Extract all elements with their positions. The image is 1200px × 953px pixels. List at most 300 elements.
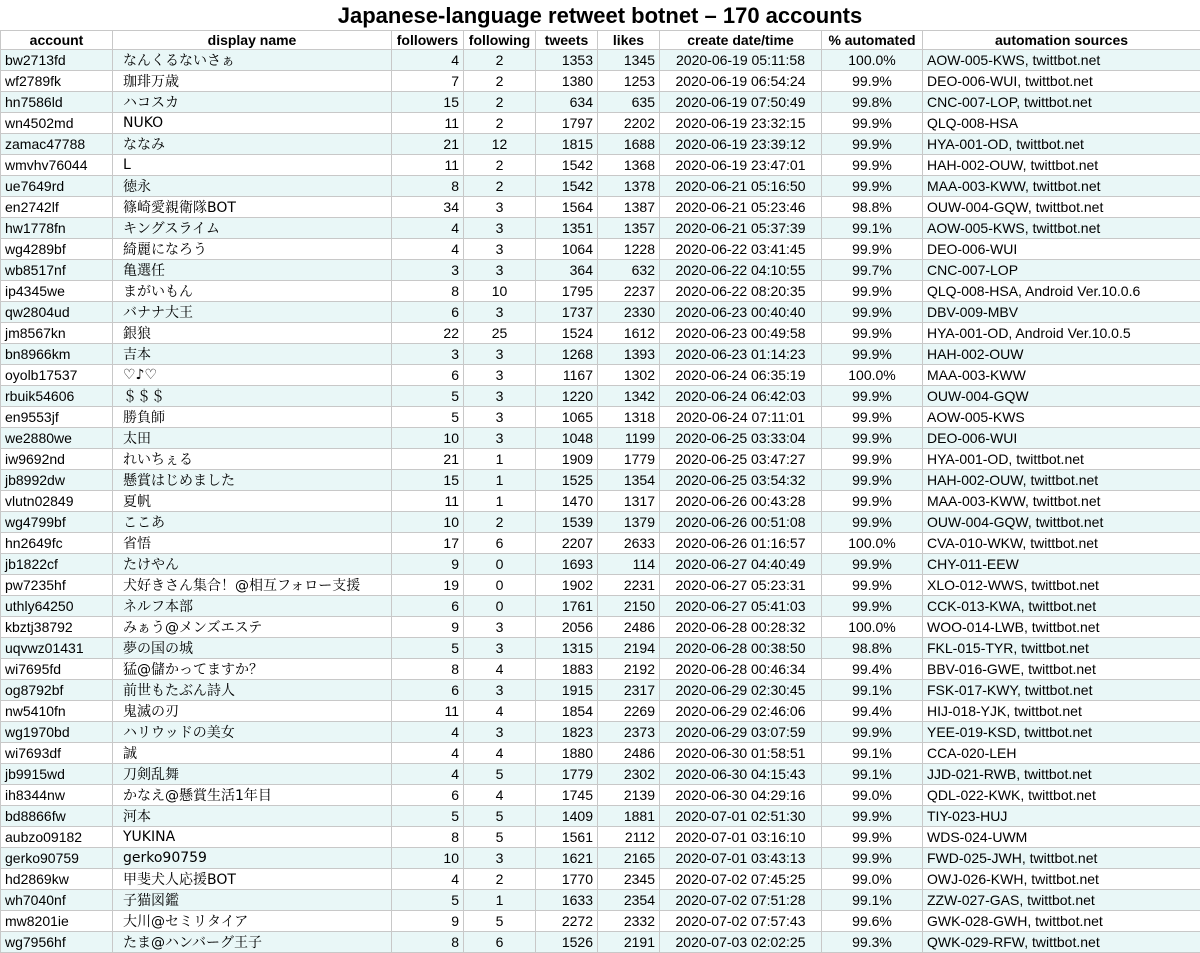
cell-display-name: たま@ハンバーグ王子: [113, 932, 392, 953]
cell-likes: 2486: [598, 617, 660, 638]
cell-followers: 8: [392, 932, 464, 953]
cell-automation-sources: ZZW-027-GAS, twittbot.net: [923, 890, 1200, 911]
cell-following: 3: [464, 386, 536, 407]
cell-tweets: 1220: [536, 386, 598, 407]
cell-account: wn4502md: [1, 113, 113, 134]
cell-following: 5: [464, 827, 536, 848]
cell-percent-automated: 99.9%: [822, 134, 923, 155]
cell-tweets: 1693: [536, 554, 598, 575]
cell-percent-automated: 99.9%: [822, 428, 923, 449]
cell-percent-automated: 99.9%: [822, 848, 923, 869]
cell-following: 1: [464, 491, 536, 512]
table-row: [1, 239, 1200, 260]
cell-following: 3: [464, 407, 536, 428]
cell-create-date: 2020-07-01 03:43:13: [660, 848, 822, 869]
cell-followers: 15: [392, 92, 464, 113]
cell-following: 4: [464, 701, 536, 722]
cell-percent-automated: 100.0%: [822, 617, 923, 638]
cell-automation-sources: MAA-003-KWW, twittbot.net: [923, 491, 1200, 512]
cell-following: 2: [464, 512, 536, 533]
cell-followers: 22: [392, 323, 464, 344]
cell-percent-automated: 99.9%: [822, 827, 923, 848]
cell-likes: 2317: [598, 680, 660, 701]
cell-followers: 11: [392, 113, 464, 134]
table-row: [1, 365, 1200, 386]
cell-likes: 1779: [598, 449, 660, 470]
cell-tweets: 1564: [536, 197, 598, 218]
cell-create-date: 2020-07-01 02:51:30: [660, 806, 822, 827]
cell-automation-sources: DEO-006-WUI, twittbot.net: [923, 71, 1200, 92]
cell-automation-sources: MAA-003-KWW: [923, 365, 1200, 386]
cell-followers: 4: [392, 869, 464, 890]
cell-display-name: 犬好きさん集合！@相互フォロー支援: [113, 575, 392, 596]
cell-likes: 1342: [598, 386, 660, 407]
cell-account: og8792bf: [1, 680, 113, 701]
cell-followers: 11: [392, 155, 464, 176]
cell-automation-sources: FWD-025-JWH, twittbot.net: [923, 848, 1200, 869]
cell-tweets: 1380: [536, 71, 598, 92]
table-row: [1, 491, 1200, 512]
cell-automation-sources: QLQ-008-HSA, Android Ver.10.0.6: [923, 281, 1200, 302]
table-row: [1, 806, 1200, 827]
cell-create-date: 2020-06-23 00:49:58: [660, 323, 822, 344]
table-row: [1, 449, 1200, 470]
cell-percent-automated: 99.9%: [822, 71, 923, 92]
table-row: [1, 134, 1200, 155]
cell-followers: 8: [392, 827, 464, 848]
cell-display-name: ななみ: [113, 134, 392, 155]
cell-likes: 2330: [598, 302, 660, 323]
cell-create-date: 2020-06-29 02:46:06: [660, 701, 822, 722]
cell-automation-sources: CCK-013-KWA, twittbot.net: [923, 596, 1200, 617]
table-row: [1, 785, 1200, 806]
cell-account: qw2804ud: [1, 302, 113, 323]
cell-display-name: ここあ: [113, 512, 392, 533]
cell-likes: 1368: [598, 155, 660, 176]
cell-percent-automated: 100.0%: [822, 365, 923, 386]
cell-account: wb8517nf: [1, 260, 113, 281]
cell-automation-sources: HAH-002-OUW: [923, 344, 1200, 365]
cell-automation-sources: CCA-020-LEH: [923, 743, 1200, 764]
cell-tweets: 1353: [536, 50, 598, 71]
cell-tweets: 1542: [536, 155, 598, 176]
cell-automation-sources: BBV-016-GWE, twittbot.net: [923, 659, 1200, 680]
cell-display-name: 猛@儲かってますか？: [113, 659, 392, 680]
cell-followers: 3: [392, 260, 464, 281]
cell-following: 12: [464, 134, 536, 155]
cell-display-name: 徳永: [113, 176, 392, 197]
cell-percent-automated: 99.9%: [822, 344, 923, 365]
cell-create-date: 2020-06-19 07:50:49: [660, 92, 822, 113]
cell-account: wg1970bd: [1, 722, 113, 743]
cell-tweets: 1902: [536, 575, 598, 596]
cell-display-name: 篠崎愛親衛隊BOT: [113, 197, 392, 218]
cell-account: jb1822cf: [1, 554, 113, 575]
cell-display-name: 鬼滅の刃: [113, 701, 392, 722]
cell-percent-automated: 99.1%: [822, 743, 923, 764]
cell-percent-automated: 99.1%: [822, 218, 923, 239]
cell-followers: 5: [392, 638, 464, 659]
cell-create-date: 2020-06-30 04:29:16: [660, 785, 822, 806]
cell-following: 2: [464, 71, 536, 92]
cell-display-name: 太田: [113, 428, 392, 449]
cell-account: bn8966km: [1, 344, 113, 365]
table-row: [1, 71, 1200, 92]
cell-create-date: 2020-06-28 00:28:32: [660, 617, 822, 638]
cell-tweets: 1524: [536, 323, 598, 344]
cell-display-name: れいちぇる: [113, 449, 392, 470]
cell-following: 2: [464, 176, 536, 197]
cell-display-name: バナナ大王: [113, 302, 392, 323]
cell-followers: 11: [392, 701, 464, 722]
cell-create-date: 2020-06-25 03:47:27: [660, 449, 822, 470]
cell-percent-automated: 99.9%: [822, 281, 923, 302]
cell-create-date: 2020-06-25 03:33:04: [660, 428, 822, 449]
cell-followers: 5: [392, 890, 464, 911]
cell-display-name: 夢の国の城: [113, 638, 392, 659]
cell-following: 5: [464, 764, 536, 785]
cell-percent-automated: 99.9%: [822, 806, 923, 827]
table-row: [1, 701, 1200, 722]
cell-tweets: 1737: [536, 302, 598, 323]
table-row: [1, 596, 1200, 617]
cell-create-date: 2020-06-19 23:32:15: [660, 113, 822, 134]
table-row: [1, 764, 1200, 785]
cell-followers: 10: [392, 848, 464, 869]
cell-display-name: ハリウッドの美女: [113, 722, 392, 743]
cell-percent-automated: 99.4%: [822, 701, 923, 722]
cell-create-date: 2020-06-28 00:38:50: [660, 638, 822, 659]
cell-automation-sources: OUW-004-GQW: [923, 386, 1200, 407]
cell-tweets: 1268: [536, 344, 598, 365]
cell-likes: 1317: [598, 491, 660, 512]
cell-create-date: 2020-06-24 06:35:19: [660, 365, 822, 386]
cell-percent-automated: 100.0%: [822, 50, 923, 71]
cell-automation-sources: OUW-004-GQW, twittbot.net: [923, 512, 1200, 533]
cell-automation-sources: FSK-017-KWY, twittbot.net: [923, 680, 1200, 701]
cell-percent-automated: 99.9%: [822, 239, 923, 260]
cell-followers: 19: [392, 575, 464, 596]
cell-following: 25: [464, 323, 536, 344]
cell-following: 1: [464, 449, 536, 470]
table-row: [1, 302, 1200, 323]
cell-following: 4: [464, 785, 536, 806]
cell-account: ue7649rd: [1, 176, 113, 197]
cell-display-name: みぁう@メンズエステ: [113, 617, 392, 638]
cell-percent-automated: 99.4%: [822, 659, 923, 680]
col-header-percent-automated: % automated: [822, 31, 923, 50]
cell-display-name: ハコスカ: [113, 92, 392, 113]
cell-display-name: NUKO: [113, 113, 392, 134]
cell-followers: 5: [392, 386, 464, 407]
cell-following: 3: [464, 722, 536, 743]
cell-display-name: YUKINA: [113, 827, 392, 848]
cell-automation-sources: HYA-001-OD, twittbot.net: [923, 134, 1200, 155]
table-row: [1, 323, 1200, 344]
cell-likes: 1228: [598, 239, 660, 260]
cell-following: 2: [464, 155, 536, 176]
cell-tweets: 1883: [536, 659, 598, 680]
cell-display-name: 子猫図鑑: [113, 890, 392, 911]
cell-automation-sources: OUW-004-GQW, twittbot.net: [923, 197, 1200, 218]
cell-tweets: 1167: [536, 365, 598, 386]
cell-tweets: 364: [536, 260, 598, 281]
cell-tweets: 1539: [536, 512, 598, 533]
col-header-create-date: create date/time: [660, 31, 822, 50]
cell-followers: 4: [392, 743, 464, 764]
cell-tweets: 1909: [536, 449, 598, 470]
cell-following: 3: [464, 848, 536, 869]
cell-following: 4: [464, 743, 536, 764]
cell-tweets: 1795: [536, 281, 598, 302]
table-row: [1, 281, 1200, 302]
cell-following: 10: [464, 281, 536, 302]
cell-tweets: 1409: [536, 806, 598, 827]
cell-likes: 2486: [598, 743, 660, 764]
cell-tweets: 1542: [536, 176, 598, 197]
cell-percent-automated: 99.1%: [822, 764, 923, 785]
table-row: [1, 848, 1200, 869]
cell-account: uqvwz01431: [1, 638, 113, 659]
cell-followers: 9: [392, 911, 464, 932]
cell-followers: 5: [392, 407, 464, 428]
cell-automation-sources: QLQ-008-HSA: [923, 113, 1200, 134]
cell-account: pw7235hf: [1, 575, 113, 596]
cell-likes: 2191: [598, 932, 660, 953]
cell-percent-automated: 99.9%: [822, 176, 923, 197]
cell-automation-sources: QWK-029-RFW, twittbot.net: [923, 932, 1200, 953]
cell-likes: 1393: [598, 344, 660, 365]
table-row: [1, 407, 1200, 428]
table-row: [1, 554, 1200, 575]
cell-tweets: 1315: [536, 638, 598, 659]
cell-account: wg4289bf: [1, 239, 113, 260]
cell-account: ih8344nw: [1, 785, 113, 806]
cell-likes: 2165: [598, 848, 660, 869]
cell-automation-sources: AOW-005-KWS: [923, 407, 1200, 428]
cell-account: bd8866fw: [1, 806, 113, 827]
cell-percent-automated: 99.9%: [822, 596, 923, 617]
col-header-likes: likes: [598, 31, 660, 50]
cell-following: 2: [464, 92, 536, 113]
cell-display-name: 河本: [113, 806, 392, 827]
cell-display-name: 亀選任: [113, 260, 392, 281]
cell-percent-automated: 99.9%: [822, 512, 923, 533]
cell-following: 2: [464, 50, 536, 71]
cell-create-date: 2020-06-19 05:11:58: [660, 50, 822, 71]
cell-create-date: 2020-07-01 03:16:10: [660, 827, 822, 848]
cell-create-date: 2020-07-02 07:57:43: [660, 911, 822, 932]
cell-automation-sources: GWK-028-GWH, twittbot.net: [923, 911, 1200, 932]
cell-likes: 1379: [598, 512, 660, 533]
cell-automation-sources: JJD-021-RWB, twittbot.net: [923, 764, 1200, 785]
cell-create-date: 2020-06-30 01:58:51: [660, 743, 822, 764]
table-row: [1, 92, 1200, 113]
cell-followers: 4: [392, 218, 464, 239]
cell-tweets: 1761: [536, 596, 598, 617]
cell-account: hw1778fn: [1, 218, 113, 239]
table-row: [1, 638, 1200, 659]
cell-percent-automated: 99.9%: [822, 113, 923, 134]
page-title: Japanese-language retweet botnet – 170 accounts: [0, 0, 1200, 30]
cell-display-name: 珈琲万歳: [113, 71, 392, 92]
cell-automation-sources: HAH-002-OUW, twittbot.net: [923, 470, 1200, 491]
col-header-automation-sources: automation sources: [923, 31, 1200, 50]
cell-create-date: 2020-06-26 00:51:08: [660, 512, 822, 533]
cell-likes: 2332: [598, 911, 660, 932]
cell-create-date: 2020-06-25 03:54:32: [660, 470, 822, 491]
cell-followers: 8: [392, 281, 464, 302]
cell-followers: 21: [392, 134, 464, 155]
table-row: [1, 512, 1200, 533]
cell-percent-automated: 100.0%: [822, 533, 923, 554]
cell-create-date: 2020-06-19 06:54:24: [660, 71, 822, 92]
cell-likes: 1387: [598, 197, 660, 218]
cell-create-date: 2020-06-30 04:15:43: [660, 764, 822, 785]
cell-account: jm8567kn: [1, 323, 113, 344]
table-row: [1, 533, 1200, 554]
cell-likes: 1881: [598, 806, 660, 827]
cell-following: 3: [464, 344, 536, 365]
cell-display-name: 勝負師: [113, 407, 392, 428]
cell-likes: 114: [598, 554, 660, 575]
cell-tweets: 1525: [536, 470, 598, 491]
accounts-table: [0, 30, 1200, 953]
table-row: [1, 932, 1200, 953]
cell-account: nw5410fn: [1, 701, 113, 722]
cell-likes: 2373: [598, 722, 660, 743]
cell-likes: 632: [598, 260, 660, 281]
cell-display-name: 前世もたぶん詩人: [113, 680, 392, 701]
cell-tweets: 1770: [536, 869, 598, 890]
cell-likes: 1354: [598, 470, 660, 491]
cell-percent-automated: 99.3%: [822, 932, 923, 953]
cell-percent-automated: 99.1%: [822, 890, 923, 911]
cell-create-date: 2020-06-21 05:23:46: [660, 197, 822, 218]
cell-display-name: ♡♪♡: [113, 365, 392, 386]
col-header-following: following: [464, 31, 536, 50]
cell-percent-automated: 99.9%: [822, 155, 923, 176]
cell-account: hn2649fc: [1, 533, 113, 554]
cell-create-date: 2020-06-28 00:46:34: [660, 659, 822, 680]
cell-automation-sources: HYA-001-OD, twittbot.net: [923, 449, 1200, 470]
cell-tweets: 634: [536, 92, 598, 113]
cell-likes: 1688: [598, 134, 660, 155]
cell-display-name: L: [113, 155, 392, 176]
cell-display-name: キングスライム: [113, 218, 392, 239]
cell-followers: 7: [392, 71, 464, 92]
cell-followers: 9: [392, 617, 464, 638]
cell-followers: 10: [392, 428, 464, 449]
table-row: [1, 218, 1200, 239]
cell-account: wmvhv76044: [1, 155, 113, 176]
cell-create-date: 2020-06-27 05:23:31: [660, 575, 822, 596]
cell-tweets: 1745: [536, 785, 598, 806]
cell-automation-sources: WDS-024-UWM: [923, 827, 1200, 848]
cell-following: 0: [464, 596, 536, 617]
cell-following: 3: [464, 218, 536, 239]
cell-display-name: 吉本: [113, 344, 392, 365]
cell-likes: 2354: [598, 890, 660, 911]
cell-create-date: 2020-06-29 02:30:45: [660, 680, 822, 701]
cell-account: gerko90759: [1, 848, 113, 869]
cell-tweets: 1561: [536, 827, 598, 848]
cell-account: oyolb17537: [1, 365, 113, 386]
cell-likes: 1612: [598, 323, 660, 344]
cell-display-name: たけやん: [113, 554, 392, 575]
cell-followers: 6: [392, 680, 464, 701]
cell-automation-sources: AOW-005-KWS, twittbot.net: [923, 50, 1200, 71]
cell-followers: 8: [392, 659, 464, 680]
cell-percent-automated: 99.9%: [822, 470, 923, 491]
cell-account: wi7693df: [1, 743, 113, 764]
cell-percent-automated: 98.8%: [822, 638, 923, 659]
cell-following: 6: [464, 533, 536, 554]
cell-display-name: 銀狼: [113, 323, 392, 344]
cell-create-date: 2020-06-19 23:39:12: [660, 134, 822, 155]
cell-automation-sources: HAH-002-OUW, twittbot.net: [923, 155, 1200, 176]
cell-likes: 2237: [598, 281, 660, 302]
cell-create-date: 2020-07-03 02:02:25: [660, 932, 822, 953]
cell-followers: 34: [392, 197, 464, 218]
table-row: [1, 428, 1200, 449]
cell-tweets: 1621: [536, 848, 598, 869]
cell-percent-automated: 99.9%: [822, 302, 923, 323]
cell-automation-sources: HIJ-018-YJK, twittbot.net: [923, 701, 1200, 722]
cell-followers: 6: [392, 365, 464, 386]
cell-following: 1: [464, 470, 536, 491]
cell-percent-automated: 99.9%: [822, 407, 923, 428]
cell-account: wi7695fd: [1, 659, 113, 680]
col-header-followers: followers: [392, 31, 464, 50]
cell-likes: 635: [598, 92, 660, 113]
cell-followers: 4: [392, 764, 464, 785]
cell-tweets: 1351: [536, 218, 598, 239]
cell-percent-automated: 99.9%: [822, 554, 923, 575]
cell-tweets: 1470: [536, 491, 598, 512]
cell-followers: 6: [392, 596, 464, 617]
cell-likes: 1302: [598, 365, 660, 386]
cell-account: vlutn02849: [1, 491, 113, 512]
cell-create-date: 2020-06-22 04:10:55: [660, 260, 822, 281]
cell-likes: 2194: [598, 638, 660, 659]
table-row: [1, 260, 1200, 281]
cell-account: hd2869kw: [1, 869, 113, 890]
cell-account: aubzo09182: [1, 827, 113, 848]
cell-likes: 1357: [598, 218, 660, 239]
cell-account: ip4345we: [1, 281, 113, 302]
header-row: [1, 31, 1200, 50]
cell-automation-sources: QDL-022-KWK, twittbot.net: [923, 785, 1200, 806]
cell-tweets: 1065: [536, 407, 598, 428]
cell-automation-sources: AOW-005-KWS, twittbot.net: [923, 218, 1200, 239]
cell-account: wg7956hf: [1, 932, 113, 953]
cell-account: jb8992dw: [1, 470, 113, 491]
cell-likes: 2202: [598, 113, 660, 134]
table-row: [1, 344, 1200, 365]
cell-create-date: 2020-07-02 07:45:25: [660, 869, 822, 890]
cell-tweets: 1797: [536, 113, 598, 134]
cell-automation-sources: MAA-003-KWW, twittbot.net: [923, 176, 1200, 197]
cell-create-date: 2020-06-22 08:20:35: [660, 281, 822, 302]
cell-create-date: 2020-06-24 06:42:03: [660, 386, 822, 407]
table-row: [1, 176, 1200, 197]
cell-tweets: 2056: [536, 617, 598, 638]
cell-following: 3: [464, 197, 536, 218]
cell-tweets: 1064: [536, 239, 598, 260]
cell-create-date: 2020-06-27 05:41:03: [660, 596, 822, 617]
cell-display-name: 綺麗になろう: [113, 239, 392, 260]
